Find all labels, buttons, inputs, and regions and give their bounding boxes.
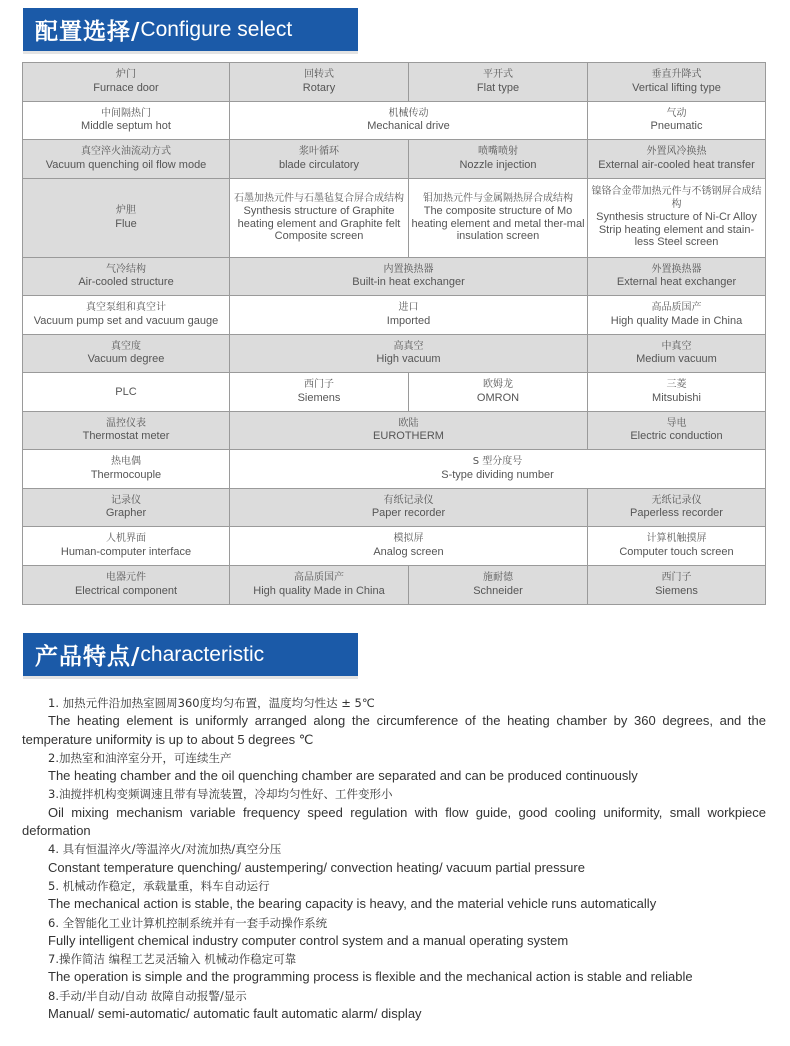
feature-en: Oil mixing mechanism variable frequency speed regulation with flow guide, good cooling uniformity, small workpiece deformation (22, 804, 766, 839)
feature-en: Fully intelligent chemical industry computer control system and a manual operating system (48, 932, 569, 948)
config-cell-cn: 记录仪 (111, 494, 141, 506)
feature-en: The heating chamber and the oil quenching chamber are separated and can be produced continuously (48, 768, 638, 784)
config-cell-cn: 炉胆 (116, 205, 136, 216)
config-cell-cn: 计算机触摸屏 (646, 533, 707, 545)
config-cell-en: blade circulatory (278, 158, 360, 171)
config-cell-cn: 机械传动 (388, 107, 429, 119)
config-cell-en: High quality Made in China (610, 314, 743, 327)
config-cell-en: Thermocouple (90, 468, 162, 481)
config-cell-en: PLC (115, 385, 137, 398)
config-cell-cn: 浆叶循环 (299, 146, 339, 158)
config-cell (588, 335, 765, 373)
config-cell (230, 335, 588, 373)
feature-list (22, 694, 766, 1023)
config-cell-cn: 高品质国产 (294, 572, 344, 584)
config-row (23, 489, 765, 528)
config-cell (23, 179, 230, 257)
config-cell-cn: 热电偶 (111, 456, 141, 468)
config-cell (409, 373, 588, 411)
config-cell-en: Siemens (655, 584, 698, 597)
config-row (23, 566, 765, 605)
config-cell (23, 296, 230, 334)
config-cell-cn: 炉门 (116, 69, 136, 81)
config-cell-en: High quality Made in China (253, 584, 385, 597)
config-row (23, 140, 765, 179)
config-cell-cn: 西门子 (304, 379, 334, 391)
feature-en: Manual/ semi-automatic/ automatic fault automatic alarm/ display (48, 1006, 422, 1022)
config-cell-cn: 电器元件 (106, 572, 146, 584)
config-cell (588, 527, 765, 565)
config-cell-cn: 气冷结构 (106, 263, 146, 275)
config-cell-cn: 喷嘴喷射 (478, 146, 518, 158)
config-cell (23, 63, 230, 101)
config-cell-cn: 外置风冷换热 (646, 146, 707, 158)
config-row (23, 63, 765, 102)
config-cell-en: Medium vacuum (636, 353, 717, 366)
config-cell (588, 489, 765, 527)
config-cell-cn: 三菱 (666, 379, 687, 391)
config-cell-cn: 平开式 (483, 69, 513, 81)
config-cell-en: Grapher (105, 507, 147, 520)
config-cell-en: Synthesis structure of Ni-Cr Alloy Strip heating element and stain-less Steel screen (596, 211, 757, 249)
config-row (23, 373, 765, 412)
config-cell-en: Vacuum degree (87, 353, 165, 366)
config-cell (23, 373, 230, 411)
config-cell-cn: 真空淬火油流动方式 (81, 146, 171, 158)
char-banner-en: characteristic (140, 642, 265, 666)
config-cell-en: Furnace door (93, 81, 159, 94)
config-cell-cn: 石墨加热元件与石墨毡复合屏合成结构 (234, 192, 404, 204)
config-cell-en: S-type dividing number (441, 468, 554, 481)
config-cell (588, 412, 765, 450)
config-row (23, 179, 765, 258)
config-cell-en: Nozzle injection (459, 158, 537, 171)
feature-en: The mechanical action is stable, the bearing capacity is heavy, and the material vehicle runs automatically (48, 896, 657, 912)
config-cell (230, 179, 409, 257)
config-row (23, 412, 765, 451)
config-cell-cn: 西门子 (661, 572, 692, 584)
config-cell-en: Computer touch screen (619, 545, 734, 558)
config-cell (230, 489, 588, 527)
config-cell-cn: 垂直升降式 (651, 69, 702, 81)
config-row (23, 296, 765, 335)
config-cell (23, 450, 230, 488)
config-cell-en: Flue (115, 217, 137, 230)
config-table (22, 62, 766, 605)
config-cell (230, 373, 409, 411)
config-cell-en: Built-in heat exchanger (352, 276, 465, 289)
config-cell-en: Mechanical drive (367, 120, 450, 133)
config-cell-cn: 回转式 (304, 69, 334, 81)
config-cell-cn: S 型分度号 (472, 456, 523, 468)
feature-en: Constant temperature quenching/ austempering/ convection heating/ vacuum partial pressure (48, 859, 585, 875)
config-cell-en: Paper recorder (371, 507, 446, 520)
config-cell (230, 296, 588, 334)
config-cell (23, 489, 230, 527)
config-cell (230, 258, 588, 296)
config-cell-cn: 高真空 (393, 340, 424, 352)
config-cell-cn: 外置换热器 (651, 263, 702, 275)
feature-cn: 8.手动/半自动/自动 故障自动报警/显示 (48, 988, 247, 1003)
config-cell-en: External air-cooled heat transfer (598, 158, 755, 171)
config-cell (588, 296, 765, 334)
config-cell-en: Thermostat meter (82, 430, 170, 443)
feature-cn: 3.油搅拌机构变频调速且带有导流装置，冷却均匀性好、工件变形小 (48, 787, 393, 802)
config-cell-en: Rotary (302, 81, 336, 94)
config-cell-cn: 模拟屏 (393, 533, 424, 545)
config-cell (230, 527, 588, 565)
config-cell-cn: 真空度 (111, 340, 141, 352)
feature-cn: 2.加热室和油淬室分开，可连续生产 (48, 750, 232, 765)
config-cell-en: Electrical component (74, 584, 178, 597)
config-cell-cn: 施耐德 (483, 572, 513, 584)
config-cell (409, 63, 588, 101)
config-cell-en: Human-computer interface (60, 545, 192, 558)
config-cell-en: External heat exchanger (616, 276, 737, 289)
config-cell (230, 450, 765, 488)
config-cell (23, 412, 230, 450)
config-cell (588, 140, 765, 178)
config-cell (588, 63, 765, 101)
feature-cn: 6. 全智能化工业计算机控制系统并有一套手动操作系统 (48, 915, 328, 930)
config-cell-cn: 真空泵组和真空计 (86, 302, 166, 314)
config-cell-en: High vacuum (376, 353, 441, 366)
feature-cn: 1. 加热元件沿加热室圆周360度均匀布置，温度均匀性达 ± 5℃ (48, 696, 375, 710)
config-cell-cn: 欧姆龙 (483, 379, 513, 391)
config-cell-cn: 温控仪表 (106, 417, 146, 429)
config-cell-cn: 中间隔热门 (101, 107, 151, 119)
config-cell-cn: 钼加热元件与金属隔热屏合成结构 (423, 192, 573, 204)
config-cell-cn: 欧陆 (398, 417, 419, 429)
config-cell-cn: 气动 (666, 107, 687, 119)
config-section-banner (23, 8, 358, 51)
config-cell-en: Flat type (476, 81, 520, 94)
config-cell-en: Vacuum quenching oil flow mode (45, 158, 207, 171)
config-cell-cn: 有纸记录仪 (383, 494, 434, 506)
config-cell-en: Schneider (473, 584, 523, 597)
config-cell-cn: 内置换热器 (383, 263, 434, 275)
config-cell-en: Air-cooled structure (78, 276, 174, 289)
config-row (23, 335, 765, 374)
config-cell-cn: 人机界面 (106, 533, 146, 545)
config-cell-cn: 中真空 (661, 340, 692, 352)
config-cell-en: OMRON (476, 391, 520, 404)
config-cell (230, 412, 588, 450)
config-cell-cn: 进口 (398, 302, 419, 314)
config-cell-en: Pneumatic (650, 120, 703, 133)
config-cell-en: The composite structure of Mo heating element and metal ther-mal insulation screen (411, 205, 585, 242)
characteristic-section-banner (23, 633, 358, 676)
config-cell-en: Vertical lifting type (632, 81, 721, 94)
config-cell (588, 258, 765, 296)
config-cell (23, 102, 230, 140)
config-cell-en: Electric conduction (630, 430, 723, 443)
config-cell (230, 140, 409, 178)
config-cell-cn: 高品质国产 (651, 302, 702, 314)
config-cell-cn: 导电 (666, 417, 687, 429)
config-cell (230, 63, 409, 101)
config-banner-cn: 配置选择/ (35, 19, 141, 45)
config-row (23, 450, 765, 489)
config-cell (409, 179, 588, 257)
config-cell (23, 335, 230, 373)
feature-cn: 4. 具有恒温淬火/等温淬火/对流加热/真空分压 (48, 842, 282, 857)
config-cell (23, 258, 230, 296)
config-cell-en: Analog screen (373, 545, 444, 558)
config-cell (588, 373, 765, 411)
config-cell-en: Synthesis structure of Graphite heating element and Graphite felt Composite screen (237, 205, 401, 242)
feature-en: The heating element is uniformly arranged along the circumference of the heating chamber by 360 degrees, and the temperature uniformity is up to about 5 degrees ℃ (22, 713, 766, 747)
config-cell-en: Vacuum pump set and vacuum gauge (33, 314, 219, 327)
config-row (23, 258, 765, 297)
config-cell-cn: 镍铬合金带加热元件与不锈钢屏合成结构 (591, 186, 762, 210)
config-cell (588, 179, 765, 257)
config-cell-en: Mitsubishi (652, 391, 701, 404)
config-row (23, 102, 765, 141)
config-cell-en: Siemens (297, 391, 341, 404)
config-cell (23, 527, 230, 565)
config-banner-en: Configure select (140, 17, 293, 41)
config-cell-en: Middle septum hot (81, 120, 171, 133)
config-cell (588, 102, 765, 140)
feature-en: The operation is simple and the programming process is flexible and the mechanical action is stable and reliable (48, 969, 693, 985)
config-row (23, 527, 765, 566)
config-cell (230, 566, 409, 605)
config-cell (588, 566, 765, 605)
config-cell-cn: 无纸记录仪 (651, 494, 702, 506)
config-cell-en: Imported (386, 314, 431, 327)
feature-cn: 7.操作简洁 编程工艺灵活输入 机械动作稳定可靠 (48, 952, 297, 967)
config-cell (409, 140, 588, 178)
config-cell (23, 566, 230, 605)
feature-cn: 5. 机械动作稳定，承载量重，料车自动运行 (48, 878, 270, 893)
config-cell-en: EUROTHERM (373, 430, 444, 443)
config-cell-en: Paperless recorder (630, 507, 723, 520)
config-cell (409, 566, 588, 605)
config-cell (23, 140, 230, 178)
char-banner-cn: 产品特点/ (35, 644, 141, 670)
config-cell (230, 102, 588, 140)
